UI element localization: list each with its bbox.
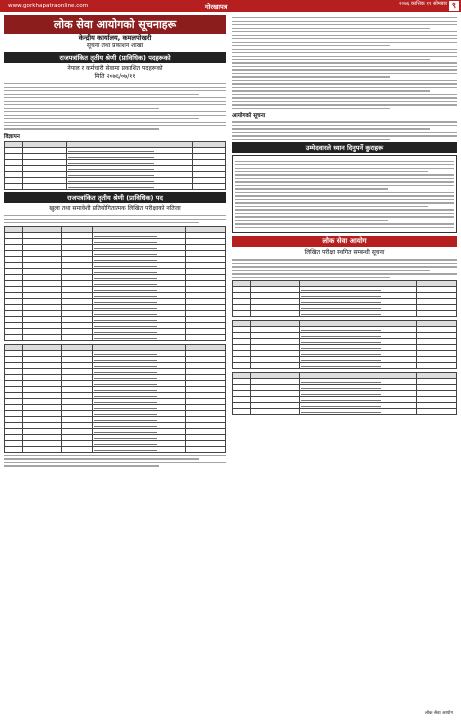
schedule-heading: विज्ञापन	[4, 133, 20, 140]
result-table-2	[4, 344, 226, 453]
issue-date: २०७६ कात्तिक ११ सोमबार	[399, 1, 447, 7]
notice-date: मिति २०७६/०७/११	[94, 73, 136, 80]
body-text-block	[4, 83, 226, 130]
result-table-subtitle: खुला तथा समावेशी प्रतियोगितात्मक लिखित परीक्षाको नतिजा	[49, 204, 181, 212]
result-table	[4, 226, 226, 341]
right-col-heading: उम्मेदवारले ध्यान दिनुपर्ने कुराहरू	[232, 142, 457, 153]
page-header-bar	[0, 0, 461, 12]
instructions-box	[232, 155, 457, 233]
right-red-banner: लोक सेवा आयोग	[232, 236, 457, 247]
right-table-3	[232, 372, 457, 415]
office-line-1: केन्द्रीय कार्यालय, कमलपोखरी	[78, 34, 152, 42]
office-header	[4, 34, 226, 50]
right-text-block-1	[232, 17, 457, 109]
result-table-title: राजपत्रांकित तृतीय श्रेणी (प्राविधिक) पद	[4, 192, 226, 203]
office-line-2: सूचना तथा प्रकाशन शाखा	[86, 42, 144, 49]
left-column	[4, 15, 226, 469]
right-table-2	[232, 320, 457, 369]
notice-title-1: राजपत्रांकित तृतीय श्रेणी (प्राविधिक) पदहरूको	[4, 52, 226, 63]
right-table-1	[232, 280, 457, 317]
page-number: ९	[449, 1, 459, 11]
right-section-heading: आयोगको सूचना	[232, 113, 266, 120]
paper-name: गोरखापत्र	[205, 3, 228, 11]
site-url[interactable]: www.gorkhapatraonline.com	[8, 3, 89, 9]
schedule-table	[4, 141, 226, 190]
notice-banner: लोक सेवा आयोगको सूचनाहरू	[4, 15, 226, 34]
footer-signature: लोक सेवा आयोग	[424, 711, 453, 716]
right-column	[232, 15, 457, 415]
notice-title-2: नेपाल र कर्मचारी सेवामा प्रकाशित पदहरूको	[67, 65, 163, 72]
right-red-banner-sub: लिखित परीक्षा स्थगित सम्बन्धी सूचना	[304, 249, 385, 257]
